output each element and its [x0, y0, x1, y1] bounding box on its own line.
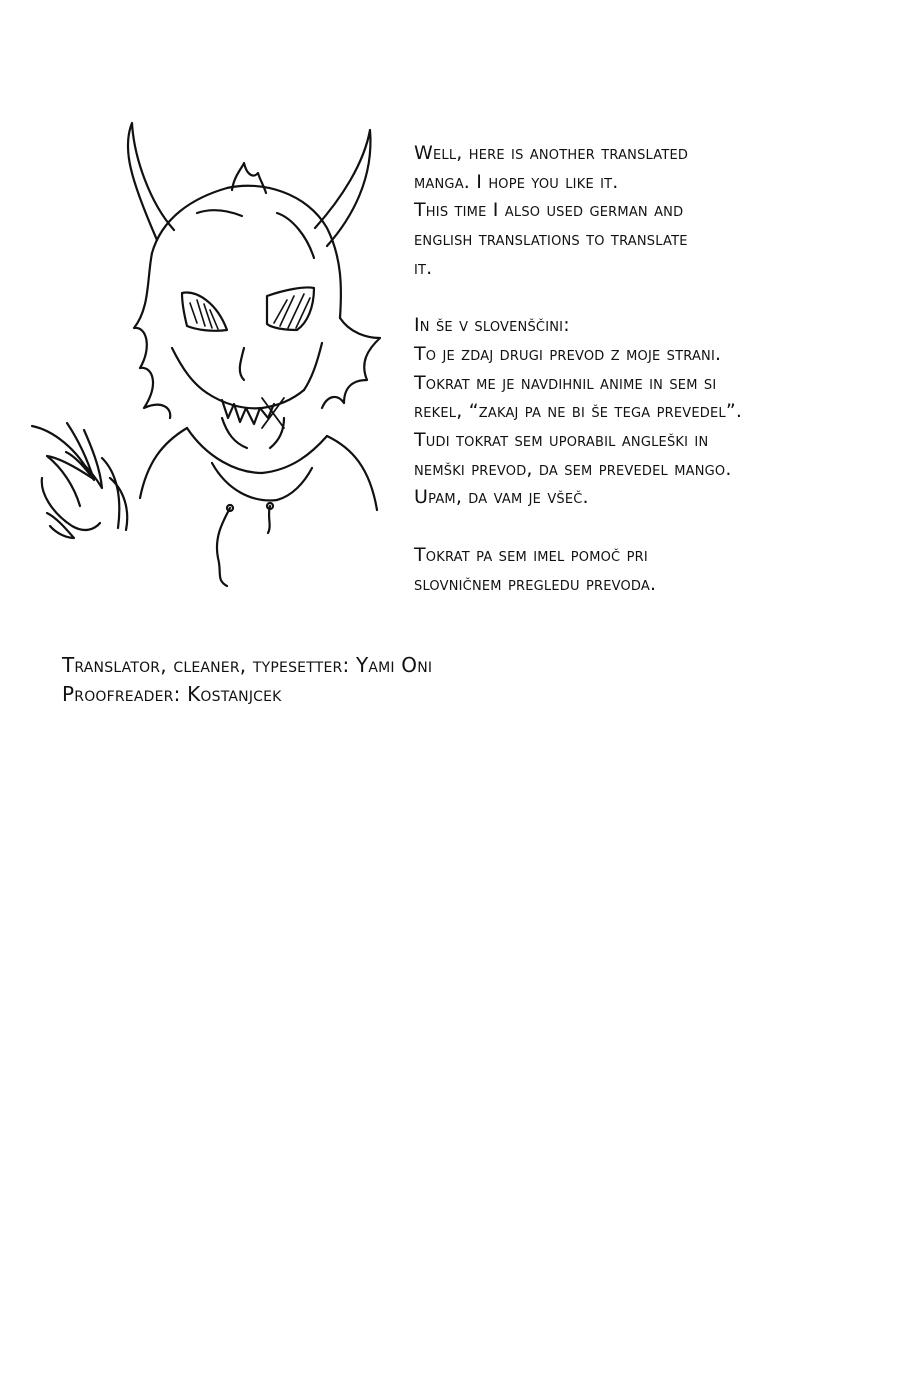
note-line: Tokrat me je navdihnil anime in sem si — [414, 371, 717, 394]
credit-translator: Translator, cleaner, typesetter: Yami Oni — [62, 653, 433, 677]
neck-left — [222, 418, 247, 448]
note-line: Upam, da vam je všeč. — [414, 486, 589, 509]
credit-proofreader: Proofreader: Kostanjcek — [62, 682, 282, 706]
note-line: it. — [414, 256, 433, 279]
hair-top-tuft — [232, 163, 266, 193]
hair-inner-strand-2 — [277, 213, 314, 258]
nose — [240, 348, 244, 380]
left-shoulder — [140, 428, 187, 498]
left-eye-shade — [190, 300, 218, 329]
hood-collar — [187, 428, 327, 473]
note-line: english translations to translate — [414, 228, 688, 251]
hair-inner-strand — [197, 210, 242, 216]
neck-right — [270, 418, 284, 448]
paragraph-gap — [414, 512, 914, 541]
face-left-side — [172, 348, 207, 393]
claw-4 — [102, 458, 119, 528]
hood-inner — [212, 463, 312, 500]
drawstring-left — [217, 508, 230, 586]
note-line: nemški prevod, da sem prevedel mango. — [414, 457, 732, 480]
note-line: Tokrat pa sem imel pomoč pri — [414, 543, 648, 566]
sketch-svg — [22, 118, 392, 588]
note-line: Tudi tokrat sem uporabil angleški in — [414, 429, 709, 452]
character-sketch-illustration — [22, 118, 392, 588]
note-line: This time I also used german and — [414, 199, 684, 222]
note-line: slovničnem pregledu prevoda. — [414, 572, 657, 595]
right-horn — [315, 130, 370, 246]
note-line: Well, here is another translated — [414, 142, 689, 164]
translator-note — [414, 139, 914, 598]
paragraph-gap — [414, 283, 914, 312]
hair-right-spikes — [322, 318, 380, 408]
note-line: In še v slovenščini: — [414, 314, 570, 337]
hair-left-spikes — [134, 253, 170, 418]
face-right-side — [304, 343, 322, 390]
note-line: manga. I hope you like it. — [414, 170, 619, 193]
right-shoulder — [327, 436, 377, 510]
note-line: To je zdaj drugi prevod z moje strani. — [414, 342, 722, 365]
note-line: rekel, “zakaj pa ne bi še tega prevedel”. — [414, 400, 743, 423]
claw-3 — [82, 430, 102, 488]
credits — [62, 651, 762, 709]
